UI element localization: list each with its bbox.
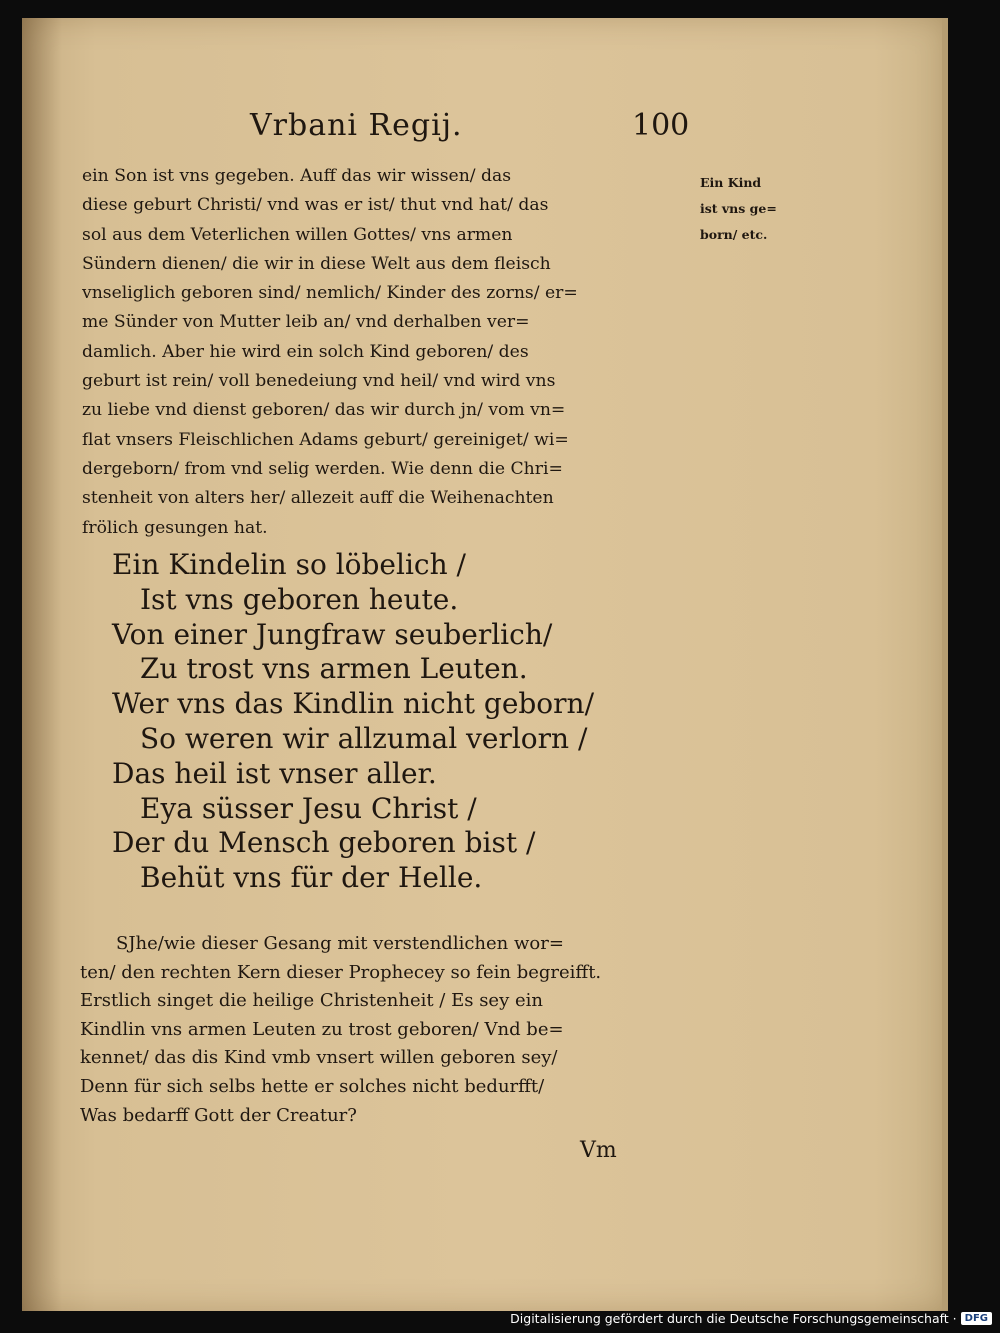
body-line: ein Son ist vns gegeben. Auff das wir wissen/ das — [82, 166, 512, 186]
body-line: geburt ist rein/ voll benedeiung vnd heil/ vnd wird vns — [82, 371, 556, 392]
body-line: dergeborn/ from vnd selig werden. Wie denn die Chri= — [82, 458, 563, 479]
margin-note-line: Ein Kind — [700, 175, 762, 190]
verse-line: Zu trost vns armen Leuten. — [140, 652, 528, 686]
page-edge — [942, 18, 948, 1311]
body-line: sol aus dem Veterlichen willen Gottes/ vns armen — [82, 224, 513, 245]
verse-line: So weren wir allzumal verlorn / — [140, 721, 588, 755]
closing-paragraph — [80, 930, 680, 1130]
body-line: frölich gesungen hat. — [82, 517, 268, 538]
verse-line: Behüt vns für der Helle. — [140, 861, 483, 895]
body-line: vnseliglich geboren sind/ nemlich/ Kinder des zorns/ er= — [82, 283, 578, 304]
closing-line: kennet/ das dis Kind vmb vnsert willen geboren sey/ — [80, 1047, 558, 1069]
body-text — [82, 162, 694, 543]
body-line: me Sünder von Mutter leib an/ vnd derhalben ver= — [82, 312, 530, 333]
verse-line: Der du Mensch geboren bist / — [112, 826, 536, 860]
catchword: Vm — [580, 1138, 617, 1163]
verse-line: Ein Kindelin so löbelich / — [112, 548, 466, 581]
running-header: Vrbani Regij. — [250, 108, 463, 143]
margin-note — [700, 170, 820, 248]
body-line: diese geburt Christi/ vnd was er ist/ thut vnd hat/ das — [82, 195, 549, 216]
margin-note-line: ist vns ge= — [700, 201, 777, 216]
body-line: Sündern dienen/ die wir in diese Welt aus dem fleisch — [82, 253, 551, 274]
closing-line: Kindlin vns armen Leuten zu trost geboren/ Vnd be= — [80, 1018, 564, 1040]
closing-line: SJhe/wie dieser Gesang mit verstendlichen wor= — [116, 933, 564, 954]
verse-line: Das heil ist vnser aller. — [112, 756, 437, 790]
digitization-footer — [510, 1307, 992, 1329]
verse-line: Eya süsser Jesu Christ / — [140, 791, 477, 825]
book-page — [22, 18, 948, 1311]
body-line: zu liebe vnd dienst geboren/ das wir durch jn/ vom vn= — [82, 400, 566, 421]
closing-line: Erstlich singet die heilige Christenheit / Es sey ein — [80, 990, 543, 1012]
binding-shadow — [22, 18, 62, 1311]
page-number: 100 — [632, 108, 690, 143]
verse-line: Wer vns das Kindlin nicht geborn/ — [112, 687, 595, 721]
body-line: stenheit von alters her/ allezeit auff die Weihenachten — [82, 488, 554, 509]
body-line: flat vnsers Fleischlichen Adams geburt/ gereiniget/ wi= — [82, 429, 569, 450]
closing-line: Denn für sich selbs hette er solches nicht bedurfft/ — [80, 1075, 545, 1097]
dfg-logo-icon: DFG — [961, 1312, 992, 1325]
closing-line: Was bedarff Gott der Creatur? — [80, 1104, 357, 1126]
closing-line: ten/ den rechten Kern dieser Prophecey so fein begreifft. — [80, 961, 602, 983]
verse-line: Von einer Jungfraw seuberlich/ — [112, 617, 553, 651]
funding-notice: Digitalisierung gefördert durch die Deutsche Forschungsgemeinschaft · — [510, 1310, 957, 1326]
margin-note-line: born/ etc. — [700, 227, 768, 242]
verse-line: Ist vns geboren heute. — [140, 582, 459, 616]
body-line: damlich. Aber hie wird ein solch Kind geboren/ des — [82, 341, 529, 362]
hymn-verse — [112, 548, 652, 896]
